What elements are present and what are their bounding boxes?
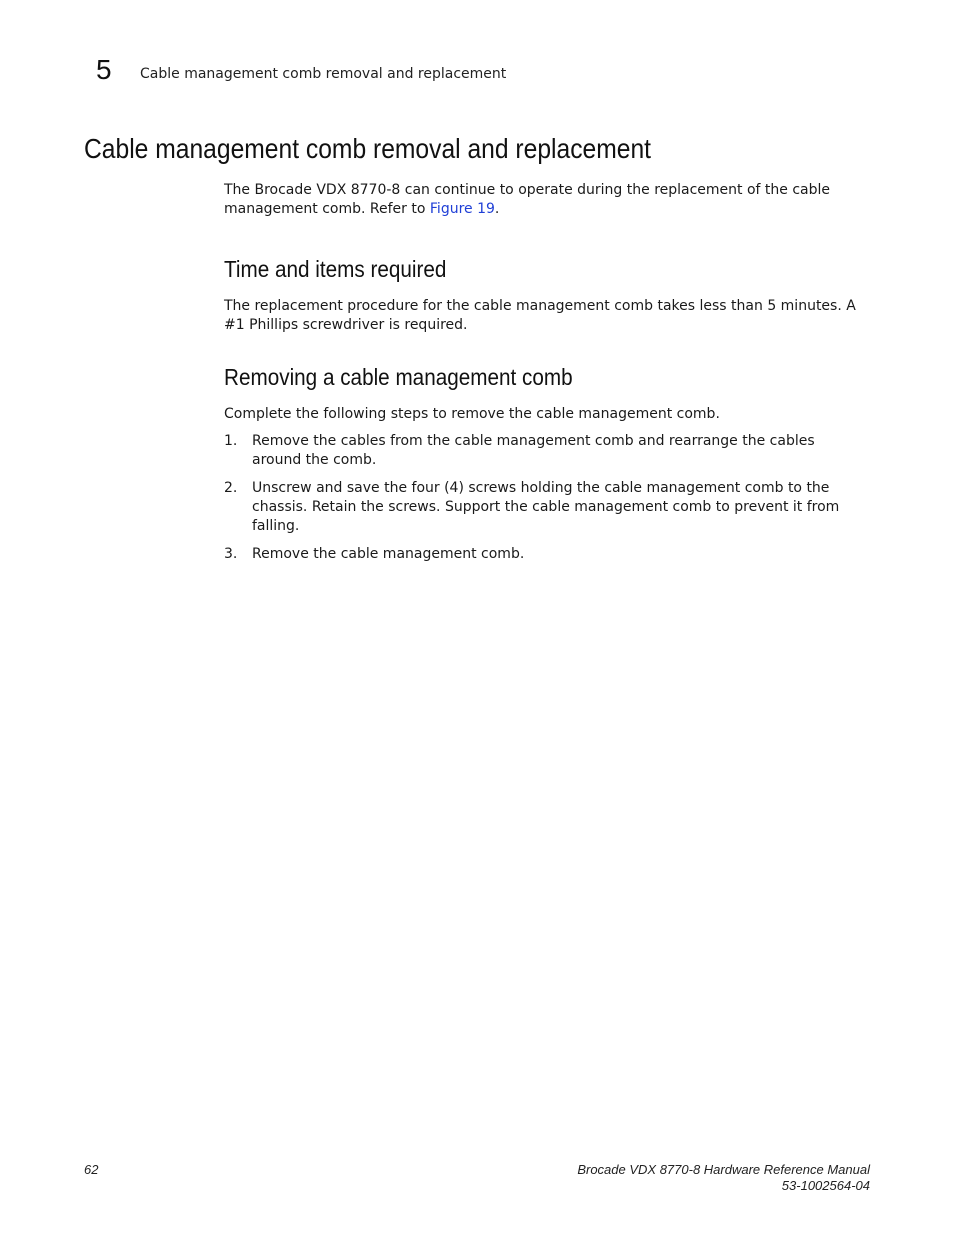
step-number: 1. xyxy=(224,433,238,449)
step-text: Remove the cables from the cable management comb and rearrange the cables around the comb. xyxy=(252,433,815,468)
remove-intro-paragraph: Complete the following steps to remove the cable management comb. xyxy=(224,406,720,422)
intro-text: The Brocade VDX 8770-8 can continue to operate during the replacement of the cable management comb. Refer to xyxy=(224,182,831,217)
list-item xyxy=(224,479,864,536)
main-content xyxy=(224,181,864,573)
page-title: Cable management comb removal and replacement xyxy=(84,133,652,164)
figure-19-link[interactable]: Figure 19 xyxy=(429,201,495,217)
chapter-number: 5 xyxy=(96,54,112,85)
step-text: Remove the cable management comb. xyxy=(252,546,525,562)
section-heading-time: Time and items required xyxy=(224,256,447,282)
step-text: Unscrew and save the four (4) screws holding the cable management comb to the chassis. Retain the screws. Support the cable management comb to prevent it from falling. xyxy=(252,480,840,534)
steps-list xyxy=(224,432,864,564)
list-item xyxy=(224,545,864,564)
intro-paragraph xyxy=(224,181,864,219)
footer-info xyxy=(577,1162,870,1194)
running-header: Cable management comb removal and replacement xyxy=(140,66,507,82)
page-number: 62 xyxy=(84,1162,99,1177)
list-item xyxy=(224,432,864,470)
time-paragraph: The replacement procedure for the cable management comb takes less than 5 minutes. A #1 Phillips screwdriver is required. xyxy=(224,298,856,333)
step-number: 2. xyxy=(224,480,238,496)
section-heading-remove: Removing a cable management comb xyxy=(224,364,573,390)
document-number: 53-1002564-04 xyxy=(781,1178,870,1193)
step-number: 3. xyxy=(224,546,238,562)
manual-title: Brocade VDX 8770-8 Hardware Reference Manual xyxy=(577,1162,870,1177)
intro-text-end: . xyxy=(494,201,500,217)
